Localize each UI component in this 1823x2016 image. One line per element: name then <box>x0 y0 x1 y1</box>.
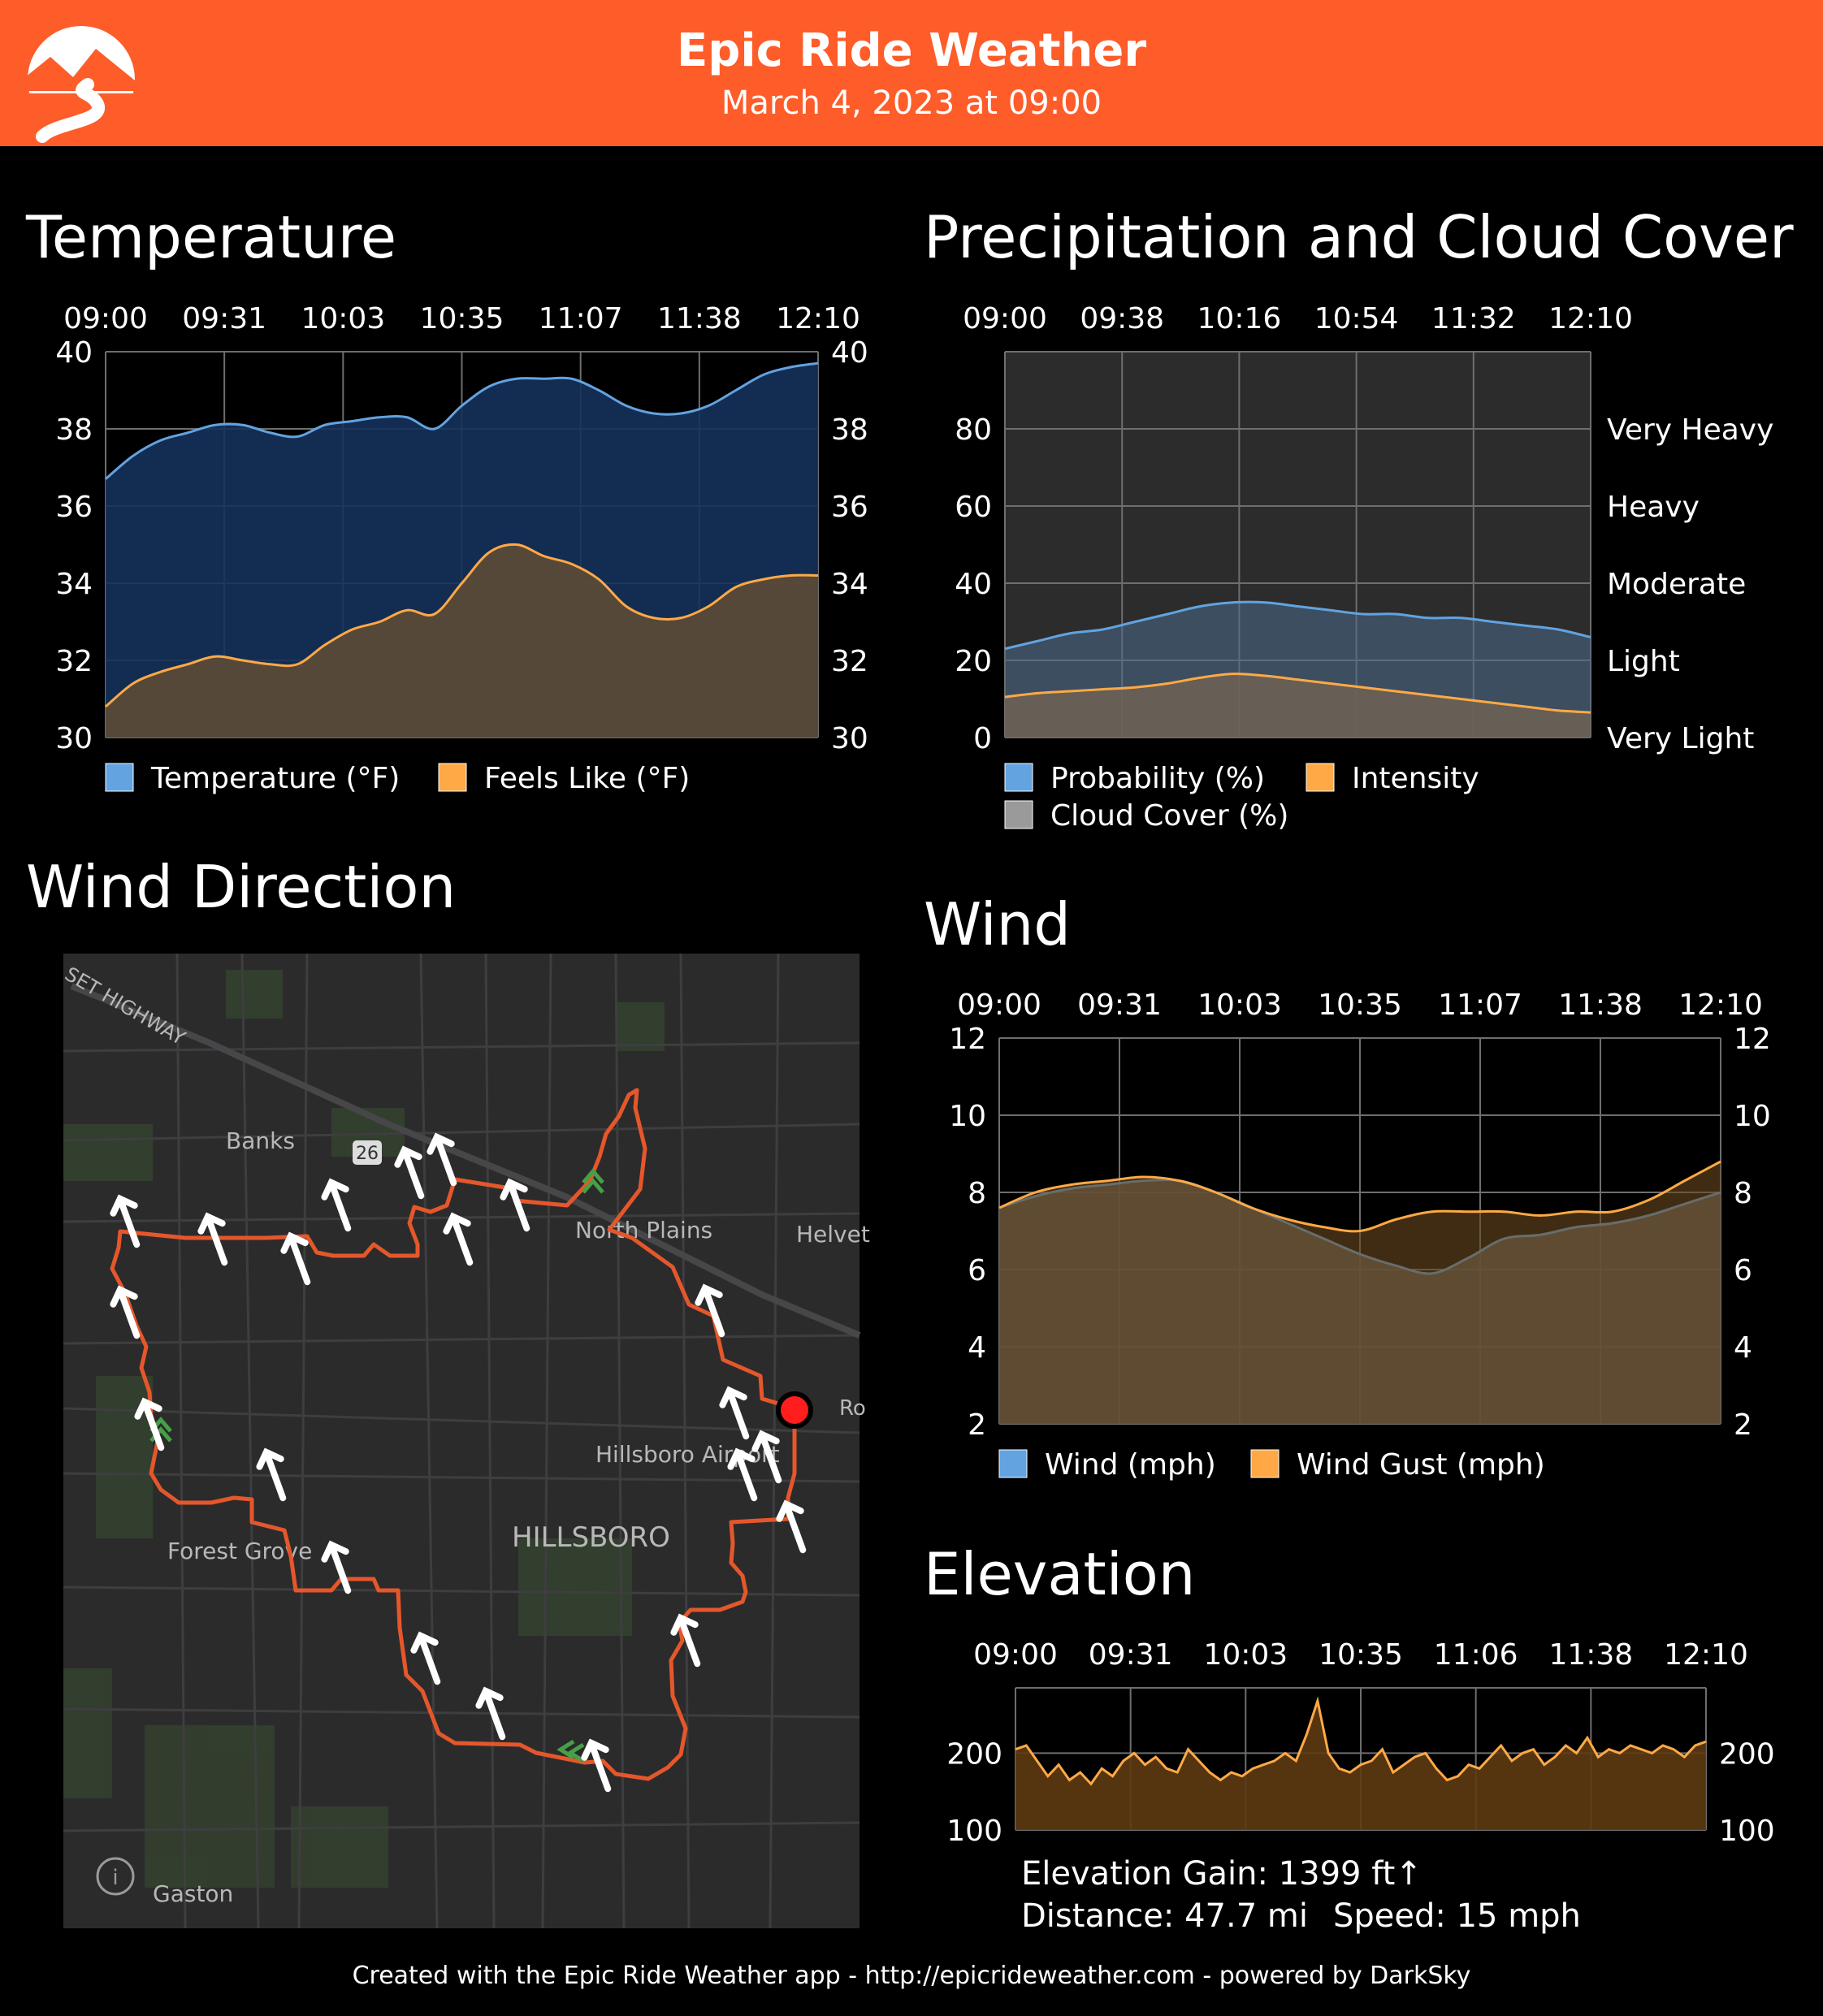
x-tick-label: 09:38 <box>1080 302 1165 335</box>
x-tick-label: 11:07 <box>1438 989 1522 1022</box>
y-tick-label-left: 0 <box>973 722 992 755</box>
y-tick-label-right: 34 <box>831 568 868 601</box>
y-tick-label-left: 20 <box>955 645 992 678</box>
y-tick-label-left: 10 <box>949 1100 986 1133</box>
x-tick-label: 10:16 <box>1197 302 1282 335</box>
map-label-highway: SET HIGHWAY <box>61 962 189 1050</box>
y-tick-label-right: 12 <box>1734 1023 1771 1056</box>
x-tick-label: 11:32 <box>1431 302 1516 335</box>
x-tick-label: 11:07 <box>538 302 623 335</box>
legend-label: Feels Like (°F) <box>484 762 691 795</box>
y-tick-label-right: 8 <box>1734 1177 1752 1210</box>
y-tick-label-right: 38 <box>831 413 868 447</box>
y-intensity-label: Very Light <box>1607 722 1755 755</box>
app-header <box>0 0 1823 146</box>
y-tick-label-left: 36 <box>55 491 93 524</box>
legend-swatch <box>1005 764 1033 791</box>
legend-label: Wind Gust (mph) <box>1297 1448 1545 1482</box>
map-label-hillsboro: HILLSBORO <box>512 1521 670 1554</box>
legend-swatch <box>439 764 466 791</box>
legend-label: Cloud Cover (%) <box>1050 799 1289 833</box>
y-intensity-label: Light <box>1607 645 1680 678</box>
x-tick-label: 12:10 <box>1678 989 1763 1022</box>
y-tick-label-left: 4 <box>968 1331 986 1365</box>
y-intensity-label: Very Heavy <box>1607 413 1774 447</box>
y-tick-label-left: 60 <box>955 491 992 524</box>
y-tick-label-right: 4 <box>1734 1331 1752 1365</box>
wind-direction-map[interactable] <box>61 954 870 1928</box>
ride-date: March 4, 2023 at 09:00 <box>721 84 1102 122</box>
map-label-north-plains: North Plains <box>575 1217 713 1244</box>
x-tick-label: 10:35 <box>419 302 504 335</box>
y-tick-label-right: 2 <box>1734 1408 1752 1442</box>
x-tick-label: 09:00 <box>957 989 1041 1022</box>
wind-direction-title: Wind Direction <box>26 853 457 921</box>
temperature-title: Temperature <box>26 203 397 271</box>
wind-title: Wind <box>924 890 1071 958</box>
y-tick-label-left: 32 <box>55 645 93 678</box>
map-label-hillsboro-airport: Hillsboro Airport <box>595 1441 780 1468</box>
map-label-ro: Ro <box>839 1396 866 1421</box>
y-tick-label-left: 200 <box>946 1737 1002 1772</box>
map-label-helvetia: Helvet <box>796 1221 870 1248</box>
y-tick-label-left: 8 <box>968 1177 986 1210</box>
legend-swatch <box>1306 764 1334 791</box>
y-tick-label-right: 36 <box>831 491 868 524</box>
y-tick-label-left: 12 <box>949 1023 986 1056</box>
precipitation-chart <box>910 292 1823 853</box>
wind-chart <box>910 979 1823 1499</box>
y-intensity-label: Moderate <box>1607 568 1747 601</box>
y-tick-label-right: 6 <box>1734 1254 1752 1287</box>
y-tick-label-left: 30 <box>55 722 93 755</box>
elevation-chart <box>910 1629 1823 1856</box>
x-tick-label: 11:38 <box>1548 1638 1634 1672</box>
legend-label: Intensity <box>1352 762 1479 795</box>
y-tick-label-right: 100 <box>1719 1815 1775 1848</box>
y-tick-label-right: 30 <box>831 722 868 755</box>
y-tick-label-right: 32 <box>831 645 868 678</box>
y-tick-label-left: 40 <box>955 568 992 601</box>
legend-label: Probability (%) <box>1050 762 1266 795</box>
x-tick-label: 09:00 <box>973 1638 1058 1672</box>
distance-value: Distance: 47.7 mi <box>1021 1897 1308 1935</box>
map-label-banks: Banks <box>226 1127 295 1154</box>
speed-value: Speed: 15 mph <box>1333 1897 1581 1935</box>
x-tick-label: 10:03 <box>301 302 386 335</box>
elevation-gain: Elevation Gain: 1399 ft↑ <box>1021 1855 1422 1893</box>
y-tick-label-left: 2 <box>968 1408 986 1442</box>
x-tick-label: 12:10 <box>776 302 860 335</box>
start-marker-icon <box>778 1394 811 1426</box>
map-label-forest-grove: Forest Grove <box>167 1538 313 1564</box>
app-title: Epic Ride Weather <box>677 24 1146 77</box>
footer-credit: Created with the Epic Ride Weather app - http://epicrideweather.com - powered by DarkSky <box>352 1962 1471 1990</box>
temperature-chart <box>0 292 894 828</box>
x-tick-label: 10:35 <box>1318 989 1402 1022</box>
x-tick-label: 10:35 <box>1319 1638 1403 1672</box>
x-tick-label: 11:38 <box>656 302 742 335</box>
legend-swatch <box>1251 1450 1279 1477</box>
x-tick-label: 11:06 <box>1433 1638 1518 1672</box>
y-tick-label-right: 10 <box>1734 1100 1771 1133</box>
map-canvas <box>61 954 870 1928</box>
x-tick-label: 09:31 <box>1088 1638 1173 1672</box>
y-tick-label-right: 40 <box>831 336 868 370</box>
route-shield-number: 26 <box>356 1144 379 1164</box>
x-tick-label: 09:00 <box>63 302 148 335</box>
y-tick-label-left: 6 <box>968 1254 986 1287</box>
elevation-title: Elevation <box>924 1540 1196 1608</box>
y-intensity-label: Heavy <box>1607 491 1700 524</box>
legend-swatch <box>106 764 133 791</box>
y-tick-label-right: 200 <box>1719 1737 1775 1772</box>
legend-swatch <box>999 1450 1027 1477</box>
legend-label: Wind (mph) <box>1045 1448 1216 1482</box>
y-tick-label-left: 80 <box>955 413 992 447</box>
x-tick-label: 09:31 <box>182 302 267 335</box>
svg-text:i: i <box>112 1866 119 1890</box>
map-label-gaston: Gaston <box>153 1880 234 1907</box>
y-tick-label-left: 40 <box>55 336 93 370</box>
x-tick-label: 09:00 <box>963 302 1047 335</box>
legend-label: Temperature (°F) <box>151 762 401 795</box>
x-tick-label: 10:03 <box>1197 989 1282 1022</box>
y-tick-label-left: 34 <box>55 568 93 601</box>
legend-swatch <box>1005 801 1033 828</box>
y-tick-label-left: 100 <box>946 1815 1002 1848</box>
x-tick-label: 09:31 <box>1077 989 1162 1022</box>
y-tick-label-left: 38 <box>55 413 93 447</box>
x-tick-label: 11:38 <box>1558 989 1643 1022</box>
x-tick-label: 12:10 <box>1548 302 1633 335</box>
x-tick-label: 10:03 <box>1203 1638 1288 1672</box>
x-tick-label: 12:10 <box>1664 1638 1748 1672</box>
x-tick-label: 10:54 <box>1314 302 1399 335</box>
precip-title: Precipitation and Cloud Cover <box>924 203 1794 271</box>
